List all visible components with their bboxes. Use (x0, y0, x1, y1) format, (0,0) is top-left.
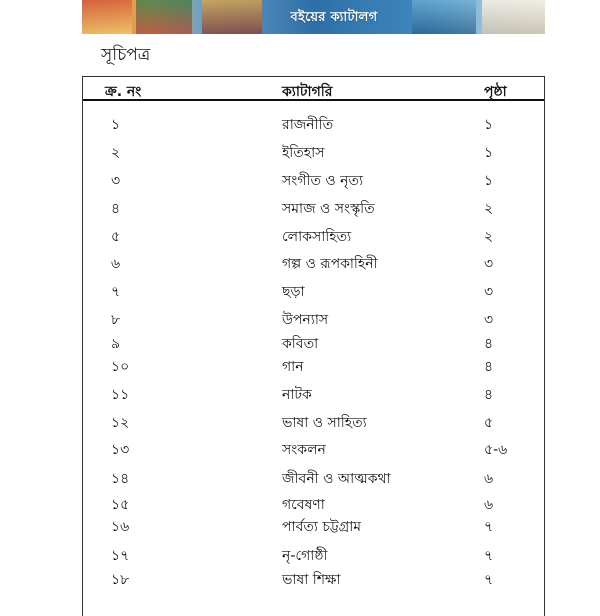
catalog-banner (82, 0, 545, 34)
table-header (83, 77, 544, 101)
table-row (83, 355, 544, 375)
row-category: ছড়া (282, 284, 305, 300)
row-number: ৭ (111, 284, 121, 300)
row-number: ২ (111, 145, 121, 161)
row-page: ৭ (484, 572, 494, 588)
row-page: ৬ (484, 471, 494, 487)
page-title: সূচিপত্র (101, 45, 151, 65)
row-page: ৪ (484, 387, 494, 403)
row-category: ইতিহাস (282, 145, 325, 161)
row-number: ১৪ (111, 471, 130, 487)
row-page: ৭ (484, 548, 494, 564)
row-number: ১৭ (111, 548, 130, 564)
row-number: ৫ (111, 229, 121, 245)
row-page: ৩ (484, 312, 494, 328)
table-row (83, 332, 544, 352)
banner-title: বইয়ের ক্যাটালগ (290, 10, 378, 25)
row-number: ৪ (111, 201, 121, 217)
table-row (83, 515, 544, 535)
row-number: ১২ (111, 415, 130, 431)
book-cover-image (136, 0, 192, 34)
book-cover-image (412, 0, 476, 34)
row-category: জীবনী ও আত্মকথা (282, 471, 391, 487)
row-category: লোকসাহিত্য (282, 229, 352, 245)
row-number: ৩ (111, 173, 121, 189)
row-category: ভাষা শিক্ষা (282, 572, 341, 588)
table-row (83, 141, 544, 161)
book-cover-image (82, 0, 132, 34)
row-number: ৮ (111, 312, 121, 328)
row-page: ৭ (484, 519, 494, 535)
row-page: ৩ (484, 284, 494, 300)
row-number: ১০ (111, 359, 130, 375)
book-cover-image (482, 0, 545, 34)
table-row (83, 308, 544, 328)
table-row (83, 493, 544, 513)
toc-table (82, 76, 545, 616)
table-row (83, 568, 544, 588)
table-row (83, 113, 544, 133)
row-page: ৪ (484, 359, 494, 375)
row-page: ২ (484, 201, 494, 217)
row-category: ভাষা ও সাহিত্য (282, 415, 367, 431)
book-cover-image (202, 0, 262, 34)
table-row (83, 467, 544, 487)
table-row (83, 225, 544, 245)
row-page: ৬ (484, 497, 494, 513)
column-header-number: ক্র. নং (105, 84, 142, 100)
row-category: গান (282, 359, 304, 375)
row-number: ৯ (111, 336, 121, 352)
row-page: ৫ (484, 415, 494, 431)
row-number: ১৫ (111, 497, 130, 513)
table-row (83, 252, 544, 272)
row-category: রাজনীতি (282, 117, 334, 133)
table-row (83, 383, 544, 403)
table-row (83, 438, 544, 458)
row-number: ৬ (111, 256, 121, 272)
row-page: ৫-৬ (484, 442, 508, 458)
table-row (83, 197, 544, 217)
row-page: ৪ (484, 336, 494, 352)
row-page: ২ (484, 229, 494, 245)
row-number: ১৬ (111, 519, 130, 535)
column-header-page: পৃষ্ঠা (484, 84, 507, 100)
row-page: ৩ (484, 256, 494, 272)
row-category: উপন্যাস (282, 312, 329, 328)
table-row (83, 411, 544, 431)
row-category: পার্বত্য চট্টগ্রাম (282, 519, 362, 535)
table-row (83, 544, 544, 564)
column-header-category: ক্যাটাগরি (282, 84, 333, 100)
row-category: গবেষণা (282, 497, 325, 513)
row-page: ১ (484, 117, 494, 133)
row-category: নাটক (282, 387, 312, 403)
row-number: ১৮ (111, 572, 130, 588)
row-category: সংকলন (282, 442, 326, 458)
row-number: ১১ (111, 387, 130, 403)
row-page: ১ (484, 173, 494, 189)
row-number: ১৩ (111, 442, 130, 458)
row-number: ১ (111, 117, 121, 133)
row-category: গল্প ও রূপকাহিনী (282, 256, 378, 272)
row-category: সংগীত ও নৃত্য (282, 173, 364, 189)
row-category: কবিতা (282, 336, 319, 352)
row-category: নৃ-গোষ্ঠী (282, 548, 328, 564)
row-category: সমাজ ও সংস্কৃতি (282, 201, 375, 217)
row-page: ১ (484, 145, 494, 161)
table-row (83, 280, 544, 300)
table-row (83, 169, 544, 189)
